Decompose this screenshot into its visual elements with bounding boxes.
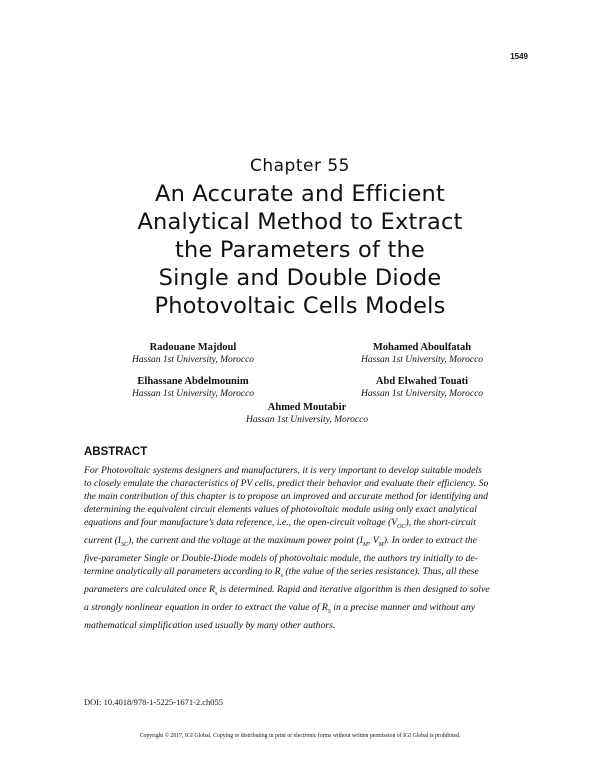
author-block [322, 341, 522, 366]
author-name: Elhassane Abdelmounim [137, 376, 249, 387]
author-affiliation: Hassan 1st University, Morocco [360, 389, 484, 399]
abstract-line: to closely emulate the characteristics of PV cells, predict their behavior and evaluate their efficiency. So [84, 478, 489, 490]
abstract-line: termine analytically all parameters according to $R_s$ (the value of the series resistance). Thus, all these [84, 566, 479, 580]
title-line: Analytical Method to Extract [137, 209, 463, 235]
author-affiliation: Hassan 1st University, Morocco [245, 415, 369, 425]
author-name: Abd Elwahed Touati [375, 376, 469, 387]
abstract-line: For Photovoltaic systems designers and manufacturers, it is very important to develop suitable models [84, 465, 482, 476]
author-affiliation: Hassan 1st University, Morocco [131, 389, 255, 399]
title-line: Photovoltaic Cells Models [154, 293, 446, 319]
title-line: Single and Double Diode [158, 265, 442, 291]
abstract-line: equations and four manufacture’s data reference, i.e., the open-circuit voltage $(V_{OC})$, the short-circuit [84, 517, 476, 531]
author-affiliation: Hassan 1st University, Morocco [131, 355, 255, 365]
author-affiliation: Hassan 1st University, Morocco [360, 355, 484, 365]
abstract-line: parameters are calculated once $R_s$ is determined. Rapid and iterative algorithm is then designed to solve [84, 584, 490, 598]
page-number: 1549 [510, 52, 528, 61]
author-block [207, 401, 407, 426]
author-name: Mohamed Aboulfatah [372, 342, 472, 353]
author-block [93, 375, 293, 400]
doi: DOI: 10.4018/978-1-5225-1671-2.ch055 [84, 697, 224, 707]
abstract-line: current $(I_{SC})$, the current and the voltage at the maximum power point ($I_M$, $V_M$). In order to extract the [84, 535, 477, 549]
author-name: Radouane Majdoul [149, 342, 237, 353]
abstract-line: five-parameter Single or Double-Diode models of photovoltaic module, the authors try initially to de- [84, 553, 478, 565]
copyright-notice: Copyright © 2017, IGI Global. Copying or distributing in print or electronic forms without written permission of IGI Global is prohibited. [139, 733, 461, 739]
chapter-title [60, 180, 540, 320]
abstract-line: a strongly nonlinear equation in order to extract the value of $R_S$ in a precise manner and without any [84, 602, 475, 616]
author-block [93, 341, 293, 366]
chapter-label: Chapter 55 [249, 156, 350, 176]
author-block [322, 375, 522, 400]
abstract-line: the main contribution of this chapter is to propose an improved and accurate method for identifying and [84, 491, 488, 503]
title-line: the Parameters of the [175, 237, 425, 263]
abstract-heading: ABSTRACT [84, 446, 148, 458]
abstract-line: determining the equivalent circuit elements values of photovoltaic module using only exact analytical [84, 504, 477, 516]
author-name: Ahmed Moutabir [267, 402, 347, 413]
abstract-line: mathematical simplification used usually by many other authors. [84, 620, 336, 632]
abstract-body [84, 464, 524, 632]
title-line: An Accurate and Efficient [155, 181, 445, 207]
